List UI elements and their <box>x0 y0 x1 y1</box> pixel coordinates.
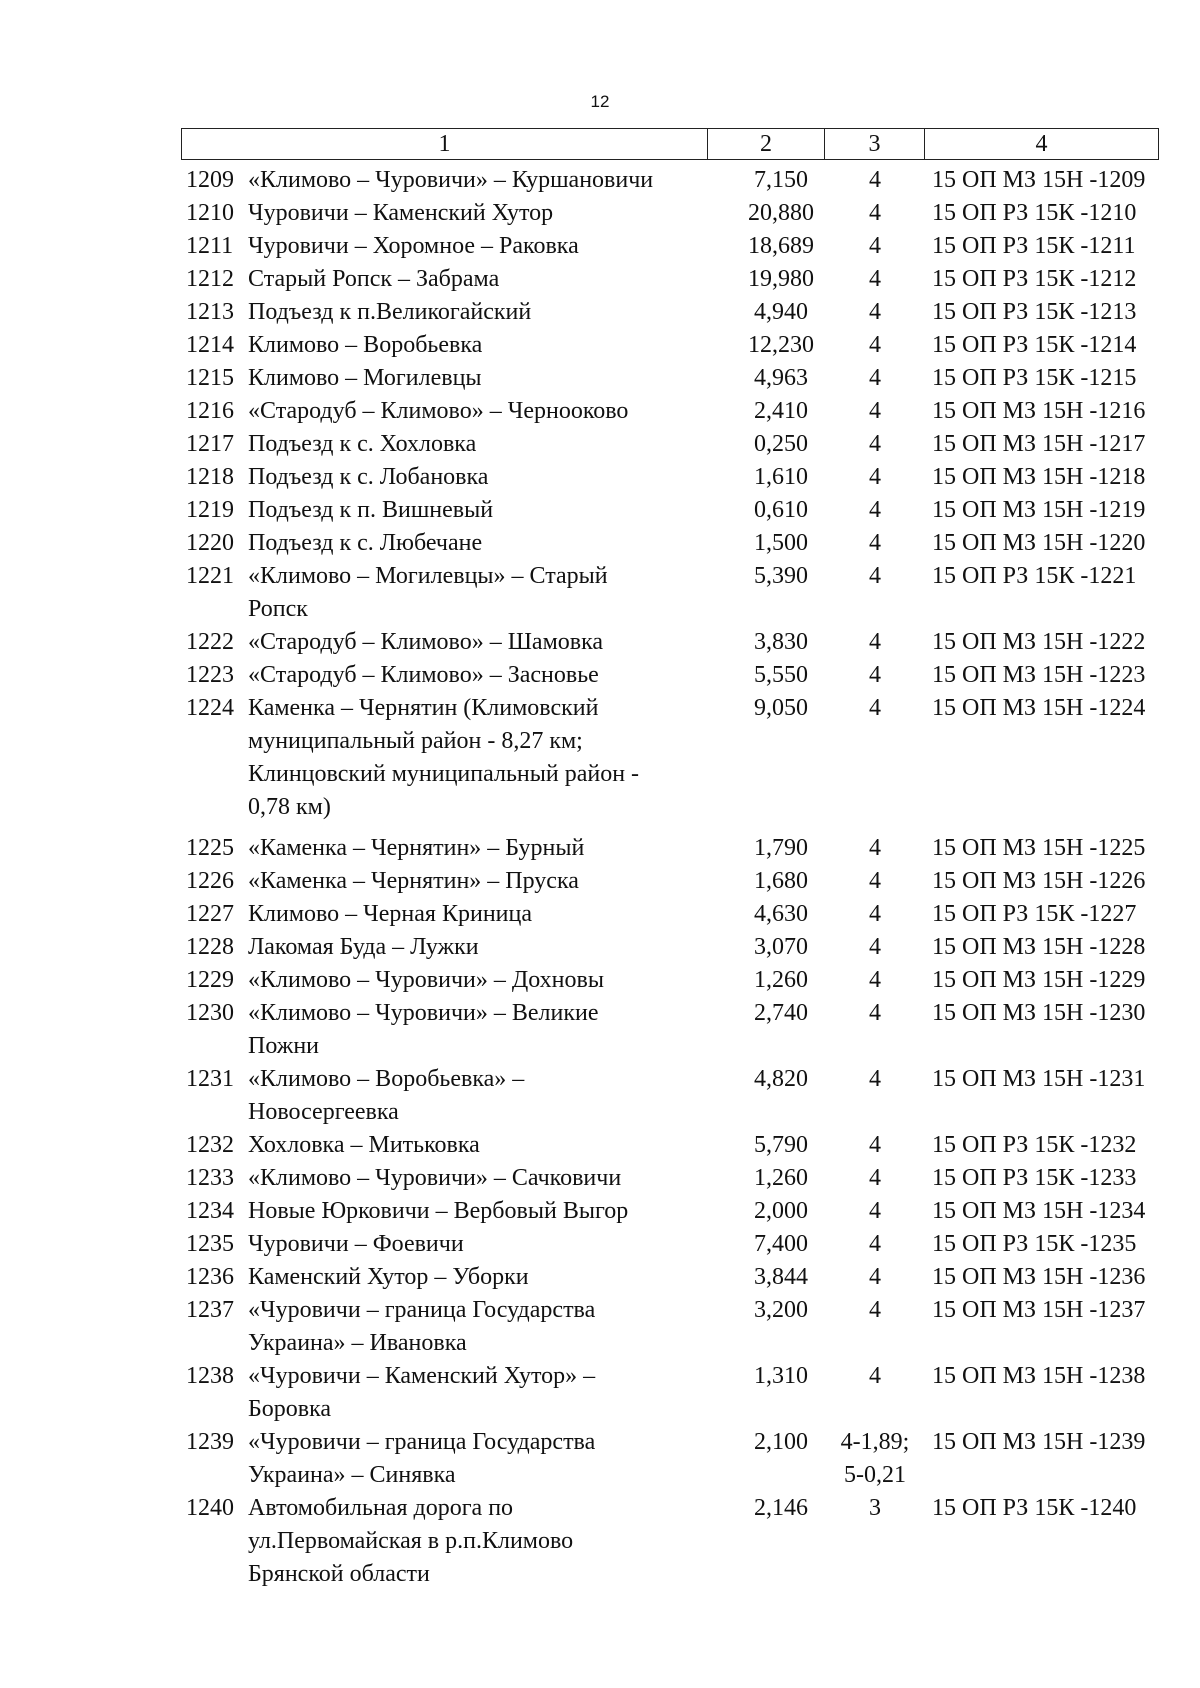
road-code: 15 ОП МЗ 15Н -1234 <box>932 1198 1146 1224</box>
road-category-line: 4 <box>869 365 881 391</box>
road-length: 5,790 <box>754 1132 808 1158</box>
road-number: 1238 <box>186 1363 234 1389</box>
road-name-line: Подъезд к п.Великогайский <box>248 299 532 325</box>
road-length: 1,610 <box>754 464 808 490</box>
road-length: 2,740 <box>754 1000 808 1026</box>
road-category <box>825 560 925 593</box>
road-length: 0,250 <box>754 431 808 457</box>
road-name <box>248 997 718 1063</box>
road-code: 15 ОП РЗ 15К -1211 <box>932 233 1136 259</box>
road-name-line: «Климово – Чуровичи» – Сачковичи <box>248 1165 622 1191</box>
road-code: 15 ОП МЗ 15Н -1226 <box>932 868 1146 894</box>
road-name-line: Автомобильная дорога по <box>248 1495 514 1521</box>
road-category <box>825 931 925 964</box>
table-row <box>0 395 1200 428</box>
road-number: 1227 <box>186 901 234 927</box>
road-name-line: Подъезд к с. Хохловка <box>248 431 477 457</box>
road-category-line: 4 <box>869 1165 881 1191</box>
road-category <box>825 1360 925 1393</box>
road-category-line: 3 <box>869 1495 881 1521</box>
road-length: 7,400 <box>754 1231 808 1257</box>
road-number: 1219 <box>186 497 234 523</box>
road-name-line: «Климово – Могилевцы» – Старый <box>248 563 608 589</box>
header-col-4: 4 <box>1035 130 1048 157</box>
table-row <box>0 898 1200 931</box>
table-row <box>0 164 1200 197</box>
road-category <box>825 692 925 725</box>
road-name-line: «Чуровичи – граница Государства <box>248 1297 596 1323</box>
road-name <box>248 527 718 560</box>
road-name-line: Подъезд к с. Любечане <box>248 530 483 556</box>
road-category-line: 4 <box>869 530 881 556</box>
header-col-1: 1 <box>182 129 708 159</box>
road-name-line: «Климово – Воробьевка» – <box>248 1066 525 1092</box>
road-name-line: Чуровичи – Фоевичи <box>248 1231 464 1257</box>
road-length: 1,260 <box>754 1165 808 1191</box>
road-category-line: 4 <box>869 835 881 861</box>
road-length: 0,610 <box>754 497 808 523</box>
road-code: 15 ОП РЗ 15К -1212 <box>932 266 1137 292</box>
road-number: 1232 <box>186 1132 234 1158</box>
road-category-line: 4 <box>869 464 881 490</box>
road-name-line: Климово – Воробьевка <box>248 332 483 358</box>
table-row <box>0 1063 1200 1129</box>
road-name <box>248 263 718 296</box>
road-name <box>248 1195 718 1228</box>
road-code: 15 ОП МЗ 15Н -1237 <box>932 1297 1146 1323</box>
road-name-line: Боровка <box>248 1396 332 1422</box>
road-name-line: Старый Ропск – Забрама <box>248 266 500 292</box>
road-number: 1222 <box>186 629 234 655</box>
road-number: 1225 <box>186 835 234 861</box>
road-category <box>825 1492 925 1525</box>
road-code: 15 ОП МЗ 15Н -1209 <box>932 167 1146 193</box>
road-name-line: Клинцовский муниципальный район - <box>248 761 640 787</box>
table-row <box>0 964 1200 997</box>
road-name <box>248 494 718 527</box>
road-number: 1212 <box>186 266 234 292</box>
road-category-line: 4 <box>869 1066 881 1092</box>
road-name <box>248 1063 718 1129</box>
road-length: 3,830 <box>754 629 808 655</box>
table-row <box>0 1426 1200 1492</box>
road-category-line: 4 <box>869 563 881 589</box>
road-number: 1216 <box>186 398 234 424</box>
road-name-line: Каменский Хутор – Уборки <box>248 1264 529 1290</box>
road-name-line: Климово – Могилевцы <box>248 365 482 391</box>
road-name <box>248 692 718 824</box>
road-number: 1234 <box>186 1198 234 1224</box>
road-name <box>248 626 718 659</box>
road-name <box>248 461 718 494</box>
road-name-line: Брянской области <box>248 1561 430 1587</box>
road-category-line: 4 <box>869 629 881 655</box>
road-name-line: Чуровичи – Хоромное – Раковка <box>248 233 579 259</box>
road-number: 1217 <box>186 431 234 457</box>
road-number: 1235 <box>186 1231 234 1257</box>
road-length: 5,550 <box>754 662 808 688</box>
road-length: 2,000 <box>754 1198 808 1224</box>
table-row <box>0 1492 1200 1591</box>
road-category <box>825 263 925 296</box>
road-length: 7,150 <box>754 167 808 193</box>
road-length: 4,963 <box>754 365 808 391</box>
road-name-line: «Каменка – Чернятин» – Бурный <box>248 835 585 861</box>
road-name <box>248 1492 718 1591</box>
road-name-line: Пожни <box>248 1033 320 1059</box>
road-name <box>248 296 718 329</box>
road-category-line: 4 <box>869 497 881 523</box>
road-code: 15 ОП МЗ 15Н -1239 <box>932 1429 1146 1455</box>
road-code: 15 ОП МЗ 15Н -1217 <box>932 431 1146 457</box>
table-row <box>0 865 1200 898</box>
road-category <box>825 1162 925 1195</box>
road-number: 1233 <box>186 1165 234 1191</box>
road-code: 15 ОП МЗ 15Н -1218 <box>932 464 1146 490</box>
road-number: 1209 <box>186 167 234 193</box>
road-category-line: 4 <box>869 868 881 894</box>
road-category-line: 4 <box>869 1363 881 1389</box>
road-length: 5,390 <box>754 563 808 589</box>
road-name-line: Украина» – Синявка <box>248 1462 456 1488</box>
table-row <box>0 230 1200 263</box>
road-name-line: «Чуровичи – граница Государства <box>248 1429 596 1455</box>
road-category-line: 4 <box>869 167 881 193</box>
road-length: 1,260 <box>754 967 808 993</box>
road-name-line: Чуровичи – Каменский Хутор <box>248 200 554 226</box>
table-row <box>0 329 1200 362</box>
road-name <box>248 395 718 428</box>
road-code: 15 ОП МЗ 15Н -1228 <box>932 934 1146 960</box>
road-category <box>825 1195 925 1228</box>
road-category-line: 4 <box>869 431 881 457</box>
table-row <box>0 527 1200 560</box>
road-code: 15 ОП РЗ 15К -1221 <box>932 563 1137 589</box>
road-category-line: 4 <box>869 332 881 358</box>
road-length: 3,844 <box>754 1264 808 1290</box>
road-category <box>825 362 925 395</box>
road-category <box>825 1426 925 1492</box>
road-number: 1215 <box>186 365 234 391</box>
road-number: 1226 <box>186 868 234 894</box>
table-row <box>0 296 1200 329</box>
road-category <box>825 626 925 659</box>
road-name <box>248 898 718 931</box>
road-length: 9,050 <box>754 695 808 721</box>
road-code: 15 ОП МЗ 15Н -1229 <box>932 967 1146 993</box>
road-name-line: ул.Первомайская в р.п.Климово <box>248 1528 574 1554</box>
roads-table-body <box>0 164 1200 1591</box>
table-row <box>0 659 1200 692</box>
road-length: 2,410 <box>754 398 808 424</box>
road-length: 19,980 <box>748 266 814 292</box>
road-number: 1223 <box>186 662 234 688</box>
road-category-line: 4 <box>869 398 881 424</box>
table-row <box>0 1195 1200 1228</box>
road-number: 1240 <box>186 1495 234 1521</box>
road-number: 1224 <box>186 695 234 721</box>
road-code: 15 ОП МЗ 15Н -1231 <box>932 1066 1146 1092</box>
road-code: 15 ОП МЗ 15Н -1224 <box>932 695 1146 721</box>
road-name <box>248 362 718 395</box>
road-name <box>248 1162 718 1195</box>
road-name-line: Хохловка – Митьковка <box>248 1132 480 1158</box>
road-name <box>248 1228 718 1261</box>
road-code: 15 ОП РЗ 15К -1232 <box>932 1132 1137 1158</box>
road-category-line: 4 <box>869 1198 881 1224</box>
road-number: 1228 <box>186 934 234 960</box>
road-number: 1218 <box>186 464 234 490</box>
road-number: 1211 <box>186 233 234 259</box>
road-category <box>825 997 925 1030</box>
road-name <box>248 1360 718 1426</box>
road-code: 15 ОП МЗ 15Н -1223 <box>932 662 1146 688</box>
table-row <box>0 560 1200 626</box>
table-row <box>0 362 1200 395</box>
road-code: 15 ОП РЗ 15К -1227 <box>932 901 1137 927</box>
road-code: 15 ОП РЗ 15К -1233 <box>932 1165 1137 1191</box>
road-name-line: 0,78 км) <box>248 794 331 820</box>
road-name-line: Подъезд к с. Лобановка <box>248 464 489 490</box>
road-code: 15 ОП МЗ 15Н -1220 <box>932 530 1146 556</box>
road-category-line: 5-0,21 <box>844 1462 906 1488</box>
road-category-line: 4 <box>869 662 881 688</box>
header-col-3: 3 <box>825 129 925 159</box>
road-name-line: «Каменка – Чернятин» – Пруска <box>248 868 579 894</box>
table-row <box>0 832 1200 865</box>
road-category-line: 4 <box>869 233 881 259</box>
road-number: 1221 <box>186 563 234 589</box>
road-length: 4,820 <box>754 1066 808 1092</box>
road-name <box>248 1426 718 1492</box>
road-category-line: 4 <box>869 1000 881 1026</box>
road-name <box>248 1129 718 1162</box>
road-category <box>825 329 925 362</box>
road-category-line: 4 <box>869 1297 881 1323</box>
road-name-line: «Чуровичи – Каменский Хутор» – <box>248 1363 596 1389</box>
road-category <box>825 898 925 931</box>
road-name-line: «Климово – Чуровичи» – Великие <box>248 1000 599 1026</box>
road-number: 1231 <box>186 1066 234 1092</box>
table-header <box>181 128 1159 160</box>
road-length: 4,630 <box>754 901 808 927</box>
road-name-line: «Стародуб – Климово» – Чернооково <box>248 398 629 424</box>
road-code: 15 ОП МЗ 15Н -1222 <box>932 629 1146 655</box>
road-category <box>825 527 925 560</box>
road-category <box>825 230 925 263</box>
road-name-line: муниципальный район - 8,27 км; <box>248 728 583 754</box>
road-name <box>248 931 718 964</box>
road-name <box>248 428 718 461</box>
road-name <box>248 197 718 230</box>
road-name <box>248 230 718 263</box>
road-code: 15 ОП РЗ 15К -1210 <box>932 200 1137 226</box>
road-category-line: 4 <box>869 200 881 226</box>
road-category <box>825 1129 925 1162</box>
road-name <box>248 659 718 692</box>
road-code: 15 ОП МЗ 15Н -1230 <box>932 1000 1146 1026</box>
road-code: 15 ОП РЗ 15К -1214 <box>932 332 1137 358</box>
road-name <box>248 964 718 997</box>
road-category-line: 4 <box>869 1231 881 1257</box>
road-name-line: «Стародуб – Климово» – Засновье <box>248 662 599 688</box>
road-category <box>825 428 925 461</box>
road-code: 15 ОП МЗ 15Н -1225 <box>932 835 1146 861</box>
road-length: 2,100 <box>754 1429 808 1455</box>
road-name-line: «Климово – Чуровичи» – Куршановичи <box>248 167 654 193</box>
road-number: 1229 <box>186 967 234 993</box>
road-length: 2,146 <box>754 1495 808 1521</box>
table-row <box>0 931 1200 964</box>
road-category <box>825 865 925 898</box>
table-row <box>0 197 1200 230</box>
road-category <box>825 964 925 997</box>
table-row <box>0 1129 1200 1162</box>
road-code: 15 ОП МЗ 15Н -1236 <box>932 1264 1146 1290</box>
road-name-line: Новосергеевка <box>248 1099 399 1125</box>
road-category <box>825 1294 925 1327</box>
road-category <box>825 1228 925 1261</box>
road-length: 3,070 <box>754 934 808 960</box>
table-row <box>0 692 1200 824</box>
road-category <box>825 296 925 329</box>
road-name-line: Новые Юрковичи – Вербовый Выгор <box>248 1198 629 1224</box>
road-code: 15 ОП РЗ 15К -1213 <box>932 299 1137 325</box>
road-code: 15 ОП РЗ 15К -1240 <box>932 1495 1137 1521</box>
table-row <box>0 428 1200 461</box>
road-number: 1214 <box>186 332 234 358</box>
road-name <box>248 832 718 865</box>
road-category-line: 4 <box>869 1264 881 1290</box>
table-row <box>0 626 1200 659</box>
road-length: 12,230 <box>748 332 814 358</box>
road-name <box>248 1261 718 1294</box>
road-code: 15 ОП РЗ 15К -1215 <box>932 365 1137 391</box>
road-number: 1230 <box>186 1000 234 1026</box>
road-category-line: 4 <box>869 695 881 721</box>
header-col-2: 2 <box>708 129 825 159</box>
road-category <box>825 1063 925 1096</box>
road-name-line: Украина» – Ивановка <box>248 1330 467 1356</box>
road-name-line: Климово – Черная Криница <box>248 901 533 927</box>
table-row <box>0 1162 1200 1195</box>
road-code: 15 ОП МЗ 15Н -1216 <box>932 398 1146 424</box>
road-category-line: 4-1,89; <box>840 1429 910 1455</box>
table-row <box>0 1261 1200 1294</box>
road-category-line: 4 <box>869 901 881 927</box>
road-category-line: 4 <box>869 934 881 960</box>
road-category <box>825 1261 925 1294</box>
road-name-line: Лакомая Буда – Лужки <box>248 934 479 960</box>
road-category <box>825 395 925 428</box>
road-category <box>825 461 925 494</box>
road-length: 4,940 <box>754 299 808 325</box>
road-category <box>825 197 925 230</box>
table-row <box>0 1360 1200 1426</box>
road-number: 1213 <box>186 299 234 325</box>
table-row <box>0 263 1200 296</box>
road-name <box>248 164 718 197</box>
road-name-line: «Климово – Чуровичи» – Дохновы <box>248 967 604 993</box>
road-category-line: 4 <box>869 1132 881 1158</box>
road-number: 1210 <box>186 200 234 226</box>
road-length: 1,500 <box>754 530 808 556</box>
road-name <box>248 1294 718 1360</box>
road-category <box>825 164 925 197</box>
road-category <box>825 494 925 527</box>
table-row <box>0 494 1200 527</box>
road-name <box>248 865 718 898</box>
road-length: 1,680 <box>754 868 808 894</box>
road-code: 15 ОП РЗ 15К -1235 <box>932 1231 1137 1257</box>
road-name-line: Подъезд к п. Вишневый <box>248 497 494 523</box>
road-category-line: 4 <box>869 266 881 292</box>
page-number: 12 <box>590 92 610 111</box>
road-name-line: Каменка – Чернятин (Климовский <box>248 695 599 721</box>
road-code: 15 ОП МЗ 15Н -1219 <box>932 497 1146 523</box>
road-number: 1236 <box>186 1264 234 1290</box>
road-name-line: «Стародуб – Климово» – Шамовка <box>248 629 604 655</box>
road-length: 18,689 <box>748 233 814 259</box>
road-category-line: 4 <box>869 299 881 325</box>
table-row <box>0 1228 1200 1261</box>
road-length: 3,200 <box>754 1297 808 1323</box>
table-row <box>0 461 1200 494</box>
road-category <box>825 659 925 692</box>
road-number: 1237 <box>186 1297 234 1323</box>
road-category-line: 4 <box>869 967 881 993</box>
road-length: 20,880 <box>748 200 814 226</box>
road-name <box>248 560 718 626</box>
road-length: 1,310 <box>754 1363 808 1389</box>
road-number: 1220 <box>186 530 234 556</box>
road-length: 1,790 <box>754 835 808 861</box>
road-code: 15 ОП МЗ 15Н -1238 <box>932 1363 1146 1389</box>
road-category <box>825 832 925 865</box>
table-row <box>0 997 1200 1063</box>
road-number: 1239 <box>186 1429 234 1455</box>
road-name <box>248 329 718 362</box>
road-name-line: Ропск <box>248 596 308 622</box>
table-row <box>0 1294 1200 1360</box>
